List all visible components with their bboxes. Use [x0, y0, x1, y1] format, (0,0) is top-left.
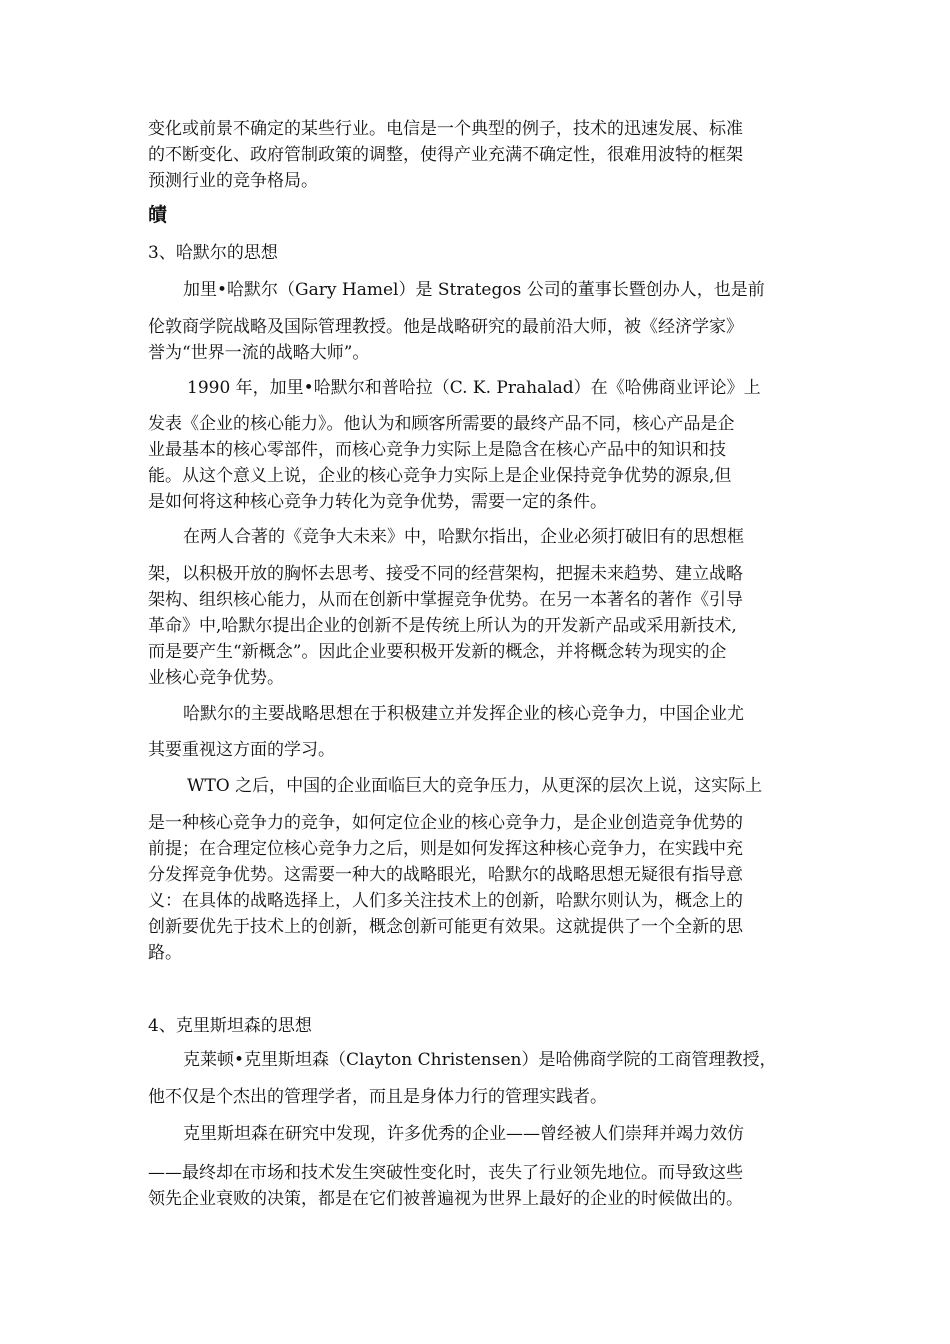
body-text-line: 架，以积极开放的胸怀去思考、接受不同的经营架构，把握未来趋势、建立战略 — [148, 564, 743, 584]
body-text-line: 能。从这个意义上说，企业的核心竞争力实际上是企业保持竞争优势的源泉,但 — [148, 466, 732, 486]
body-text-line: 路。 — [148, 943, 182, 963]
body-text-line: 分发挥竞争优势。这需要一种大的战略眼光，哈默尔的战略思想无疑很有指导意 — [148, 865, 743, 885]
stray-glyph: 皟 — [148, 204, 168, 226]
body-text-line: ——最终却在市场和技术发生突破性变化时，丧失了行业领先地位。而导致这些 — [148, 1163, 743, 1183]
body-text-line: 哈默尔的主要战略思想在于积极建立并发挥企业的核心竞争力，中国企业尤 — [183, 704, 744, 724]
body-text-line: 的不断变化、政府管制政策的调整，使得产业充满不确定性，很难用波特的框架 — [148, 145, 743, 165]
body-text-line: 业最基本的核心零部件，而核心竞争力实际上是隐含在核心产品中的知识和技 — [148, 440, 726, 460]
body-text-line: 在两人合著的《竞争大未来》中，哈默尔指出，企业必须打破旧有的思想框 — [183, 527, 744, 547]
body-text-line: 他不仅是个杰出的管理学者，而且是身体力行的管理实践者。 — [148, 1087, 607, 1107]
section-heading: 3、哈默尔的思想 — [148, 243, 278, 263]
body-text-line: 架构、组织核心能力，从而在创新中掌握竞争优势。在另一本著名的著作《引导 — [148, 590, 743, 610]
body-text-line: 克里斯坦森在研究中发现，许多优秀的企业——曾经被人们崇拜并竭力效仿 — [183, 1124, 744, 1144]
body-text-line: 前提；在合理定位核心竞争力之后，则是如何发挥这种核心竞争力，在实践中充 — [148, 839, 743, 859]
body-text-line: 业核心竞争优势。 — [148, 668, 284, 688]
body-text-line: 革命》中,哈默尔提出企业的创新不是传统上所认为的开发新产品或采用新技术, — [148, 616, 737, 636]
body-text-line: 义：在具体的战略选择上，人们多关注技术上的创新，哈默尔则认为，概念上的 — [148, 891, 743, 911]
body-text-line: 伦敦商学院战略及国际管理教授。他是战略研究的最前沿大师，被《经济学家》 — [148, 317, 743, 337]
body-text-line: 其要重视这方面的学习。 — [148, 740, 335, 760]
body-text-line: 发表《企业的核心能力》。他认为和顾客所需要的最终产品不同，核心产品是企 — [148, 414, 735, 434]
body-text-line: WTO 之后，中国的企业面临巨大的竞争压力，从更深的层次上说，这实际上 — [187, 776, 763, 796]
body-text-line: 变化或前景不确定的某些行业。电信是一个典型的例子，技术的迅速发展、标准 — [148, 119, 743, 139]
body-text-line: 克莱顿•克里斯坦森（Clayton Christensen）是哈佛商学院的工商管理教授， — [183, 1050, 777, 1070]
section-heading: 4、克里斯坦森的思想 — [148, 1016, 312, 1036]
body-text-line: 预测行业的竞争格局。 — [148, 171, 318, 191]
body-text-line: 是一种核心竞争力的竞争，如何定位企业的核心竞争力，是企业创造竞争优势的 — [148, 813, 743, 833]
body-text-line: 1990 年，加里•哈默尔和普哈拉（C. K. Prahalad）在《哈佛商业评论》上 — [187, 378, 761, 398]
body-text-line: 领先企业衰败的决策，都是在它们被普遍视为世界上最好的企业的时候做出的。 — [148, 1189, 743, 1209]
body-text-line: 是如何将这种核心竞争力转化为竞争优势，需要一定的条件。 — [148, 492, 607, 512]
body-text-line: 誉为“世界一流的战略大师”。 — [148, 343, 370, 363]
body-text-line: 创新要优先于技术上的创新，概念创新可能更有效果。这就提供了一个全新的思 — [148, 917, 743, 937]
body-text-line: 而是要产生“新概念”。因此企业要积极开发新的概念，并将概念转为现实的企 — [148, 642, 727, 662]
body-text-line: 加里•哈默尔（Gary Hamel）是 Strategos 公司的董事长暨创办人，也是前 — [183, 280, 765, 300]
